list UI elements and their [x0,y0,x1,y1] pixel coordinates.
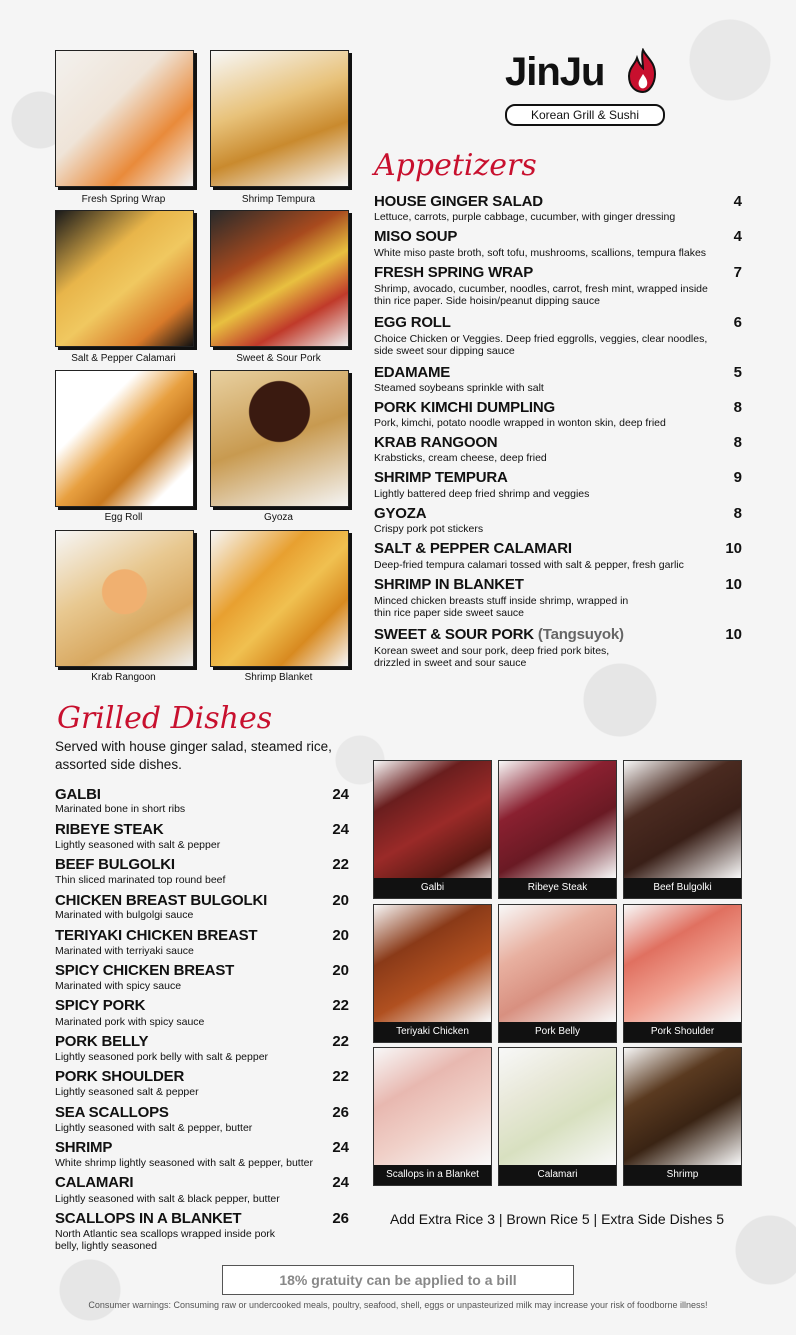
photo-caption: Beef Bulgolki [624,878,741,898]
menu-item-price: 20 [332,962,349,979]
menu-item-name: SEA SCALLOPS [55,1104,169,1121]
photo-caption: Shrimp [624,1165,741,1185]
menu-item-desc: Lettuce, carrots, purple cabbage, cucumber, with ginger dressing [374,211,676,223]
photo-caption: Calamari [499,1165,616,1185]
menu-item-price: 4 [733,228,742,245]
photo-caption: Shrimp Blanket [244,672,313,683]
menu-item-price: 9 [733,469,742,486]
menu-item-desc: Lightly battered deep fried shrimp and veggies [374,488,590,500]
photo-ribeye-steak [498,760,617,899]
extras-note: Add Extra Rice 3 | Brown Rice 5 | Extra Side Dishes 5 [389,1211,725,1227]
menu-item-price: 8 [733,434,742,451]
menu-item-desc: Marinated with spicy sauce [55,980,182,992]
menu-item-price: 22 [332,856,349,873]
menu-item-desc: Pork, kimchi, potato noodle wrapped in wonton skin, deep fried [374,417,666,429]
flame-icon [625,48,661,94]
menu-item-name: SALT & PEPPER CALAMARI [374,540,572,557]
menu-item-desc: Deep-fried tempura calamari tossed with salt & pepper, fresh garlic [374,559,684,571]
menu-item-price: 6 [733,314,742,331]
photo-shrimp [623,1047,742,1186]
menu-item-desc: Lightly seasoned pork belly with salt & pepper [55,1051,269,1063]
menu-item-name: TERIYAKI CHICKEN BREAST [55,927,258,944]
photo-caption: Teriyaki Chicken [374,1022,491,1042]
photo-caption: Scallops in a Blanket [374,1165,491,1185]
menu-item-price: 4 [733,193,742,210]
photo-scallops-in-a-blanket [373,1047,492,1186]
brand-tagline: Korean Grill & Sushi [505,104,665,126]
gratuity-notice: 18% gratuity can be applied to a bill [222,1265,574,1295]
menu-item-name [374,626,624,643]
photo-caption: Pork Shoulder [624,1022,741,1042]
menu-item-price: 8 [733,399,742,416]
menu-item-price: 10 [725,626,742,643]
menu-item-name: CHICKEN BREAST BULGOLKI [55,892,268,909]
consumer-warning: Consumer warnings: Consuming raw or undercooked meals, poultry, seafood, shell, eggs or unpasteurized milk may increase your risk of foodborne illness! [88,1300,708,1310]
menu-item-name: GYOZA [374,505,427,522]
menu-item-name: SPICY PORK [55,997,146,1014]
menu-item-name: PORK KIMCHI DUMPLING [374,399,555,416]
menu-item-desc: Thin sliced marinated top round beef [55,874,226,886]
photo-caption: Gyoza [264,512,293,523]
photo-krab-rangoon [55,530,194,667]
photo-caption: Galbi [374,878,491,898]
menu-item-price: 20 [332,927,349,944]
menu-item-name: SPICY CHICKEN BREAST [55,962,235,979]
menu-item-price: 10 [725,576,742,593]
menu-item-desc: Steamed soybeans sprinkle with salt [374,382,544,394]
menu-item-price: 7 [733,264,742,281]
menu-item-desc: Lightly seasoned with salt & pepper [55,839,221,851]
menu-item-price: 8 [733,505,742,522]
menu-item-desc: North Atlantic sea scallops wrapped inside pork belly, lightly seasoned [55,1228,276,1252]
photo-salt-pepper-calamari [55,210,194,347]
photo-caption: Sweet & Sour Pork [236,353,321,364]
menu-item-price: 22 [332,997,349,1014]
photo-shrimp-tempura [210,50,349,187]
menu-item-name: SHRIMP IN BLANKET [374,576,524,593]
menu-item-price: 24 [332,1174,349,1191]
menu-item-desc: Lightly seasoned with salt & pepper, butter [55,1122,253,1134]
photo-caption: Salt & Pepper Calamari [71,353,176,364]
menu-item-name: MISO SOUP [374,228,458,245]
photo-caption: Ribeye Steak [499,878,616,898]
menu-item-name: BEEF BULGOLKI [55,856,175,873]
photo-gyoza [210,370,349,507]
photo-pork-shoulder [623,904,742,1043]
photo-calamari [498,1047,617,1186]
menu-item-price: 5 [733,364,742,381]
menu-item-price: 20 [332,892,349,909]
photo-caption: Egg Roll [104,512,143,523]
menu-item-desc: Marinated bone in short ribs [55,803,186,815]
photo-caption: Pork Belly [499,1022,616,1042]
menu-item-name: EDAMAME [374,364,451,381]
menu-item-desc: Marinated pork with spicy sauce [55,1016,205,1028]
appetizers-title: Appetizers [374,148,537,183]
menu-item-subtitle: (Tangsuyok) [537,626,624,643]
grilled-intro: Served with house ginger salad, steamed rice, assorted side dishes. [55,739,332,772]
menu-item-desc: Shrimp, avocado, cucumber, noodles, carrot, fresh mint, wrapped inside thin rice paper. Side hoisin/peanut dipping sauce [374,283,708,307]
menu-item-desc: White shrimp lightly seasoned with salt & pepper, butter [55,1157,313,1169]
menu-item-name: SHRIMP [55,1139,113,1156]
menu-item-price: 22 [332,1068,349,1085]
menu-item-desc: Choice Chicken or Veggies. Deep fried eggrolls, veggies, clear noodles, side sweet sour dipping sauce [374,333,708,357]
menu-item-desc: White miso paste broth, soft tofu, mushrooms, scallions, tempura flakes [374,247,707,259]
menu-item-price: 24 [332,821,349,838]
photo-fresh-spring-wrap [55,50,194,187]
menu-item-desc: Lightly seasoned salt & pepper [55,1086,199,1098]
menu-item-price: 26 [332,1104,349,1121]
menu-item-name: SHRIMP TEMPURA [374,469,508,486]
photo-teriyaki-chicken [373,904,492,1043]
photo-sweet-sour-pork [210,210,349,347]
grilled-title: Grilled Dishes [57,701,273,736]
brand-name: JinJu [505,50,605,94]
menu-item-desc: Marinated with terriyaki sauce [55,945,194,957]
photo-galbi [373,760,492,899]
menu-item-name-text: SWEET & SOUR PORK [374,626,534,643]
menu-item-name: KRAB RANGOON [374,434,498,451]
menu-item-desc: Marinated with bulgolgi sauce [55,909,194,921]
menu-item-price: 24 [332,786,349,803]
menu-item-name: PORK BELLY [55,1033,149,1050]
menu-item-name: GALBI [55,786,101,803]
menu-item-desc: Minced chicken breasts stuff inside shrimp, wrapped in thin rice paper side sweet sauce [374,595,629,619]
menu-item-desc: Krabsticks, cream cheese, deep fried [374,452,547,464]
menu-item-name: EGG ROLL [374,314,451,331]
menu-item-price: 10 [725,540,742,557]
photo-caption: Shrimp Tempura [241,194,316,205]
photo-caption: Fresh Spring Wrap [81,194,166,205]
photo-beef-bulgolki [623,760,742,899]
menu-item-desc: Lightly seasoned with salt & black pepper, butter [55,1193,280,1205]
menu-item-price: 26 [332,1210,349,1227]
photo-shrimp-blanket [210,530,349,667]
menu-item-price: 22 [332,1033,349,1050]
photo-egg-roll [55,370,194,507]
menu-item-desc: Crispy pork pot stickers [374,523,484,535]
menu-item-name: FRESH SPRING WRAP [374,264,534,281]
menu-item-name: HOUSE GINGER SALAD [374,193,543,210]
menu-item-name: PORK SHOULDER [55,1068,185,1085]
photo-caption: Krab Rangoon [91,672,156,683]
menu-item-name: CALAMARI [55,1174,134,1191]
photo-pork-belly [498,904,617,1043]
menu-item-name: RIBEYE STEAK [55,821,164,838]
brand-logo [505,48,665,128]
menu-item-desc: Korean sweet and sour pork, deep fried pork bites, drizzled in sweet and sour sauce [374,645,610,669]
menu-item-name: SCALLOPS IN A BLANKET [55,1210,242,1227]
menu-item-price: 24 [332,1139,349,1156]
